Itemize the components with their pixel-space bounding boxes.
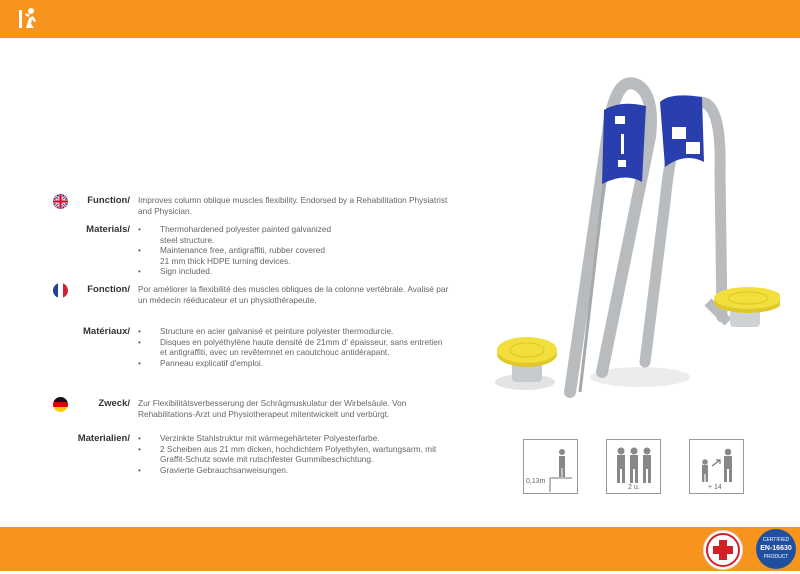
list-item: • Verzinkte Stahlstruktur mit wärmegehärteter Polyesterfarbe.: [138, 433, 438, 444]
pictogram-caption: + 14: [708, 484, 722, 491]
function-label-fr: Fonction/: [87, 284, 130, 295]
fall-height-icon: [524, 440, 577, 493]
pictogram-caption: 0,13m: [526, 478, 546, 485]
function-text-fr: Por améliorer la flexibilité des muscles obliques de la colonne vertébrale. Avalisé par un médecin rééducateur et un physiothérapeute.: [138, 284, 449, 305]
fall-height-pictogram: [523, 439, 578, 494]
users-pictogram: [606, 439, 661, 494]
red-cross-badge: [703, 530, 743, 570]
cert-line3: PRODUCT: [763, 554, 789, 560]
materials-label-fr: Matériaux/: [83, 326, 130, 337]
red-cross-icon: [704, 531, 742, 569]
germany-flag-icon: [53, 397, 68, 412]
list-item: • Maintenance free, antigraffiti, rubber covered 21 mm thick HDPE turning devices.: [138, 245, 333, 266]
function-text-en: Improves column oblique muscles flexibility. Endorsed by a Rehabilitation Physiatrist and Physician.: [138, 195, 448, 216]
uk-flag-icon: [53, 194, 68, 209]
cert-line1: CERTIFIED: [762, 537, 790, 543]
certification-badge: [756, 529, 796, 569]
function-text-de: Zur Flexibilitätsverbesserung der Schrägmuskulatur der Wirbelsäule. Von Rehabilitations-Arzt und Physiotherapeut mitentwickelt und verbürgt.: [138, 398, 407, 419]
age-pictogram: [689, 439, 744, 494]
list-item: • 2 Scheiben aus 21 mm dicken, hochdichtem Polyethylen, wartungsarm, mit Graffit-Schutz sowie mit rutschfester Gummibeschichtung.: [138, 444, 438, 465]
materials-label-en: Materials/: [86, 224, 130, 235]
function-label-en: Function/: [87, 195, 130, 206]
list-item: • Disques en polyéthylène haute densité de 21mm d' épaisseur, sans entretien et antigraffiti, avec un revêtemnet en caoutchouc antidérapant.: [138, 337, 448, 358]
footer-bar: [0, 527, 800, 571]
brand-logo-icon: [14, 4, 42, 32]
function-label-de: Zweck/: [98, 398, 130, 409]
materials-list-de: [138, 433, 438, 475]
list-item: • Structure en acier galvanisé et peinture polyester thermodurcie.: [138, 326, 448, 337]
product-illustration: [490, 72, 780, 402]
materials-list-en: [138, 224, 333, 277]
pictogram-caption: 2 u.: [628, 484, 640, 491]
france-flag-icon: [53, 283, 68, 298]
list-item: • Thermohardened polyester painted galvanized steel structure.: [138, 224, 333, 245]
materials-list-fr: [138, 326, 448, 368]
list-item: • Gravierte Gebrauchsanweisungen.: [138, 465, 438, 476]
list-item: • Sign included.: [138, 266, 333, 277]
cert-line2: EN-16630: [760, 545, 792, 552]
list-item: • Panneau explicatif d'emploi.: [138, 358, 448, 369]
header-bar: [0, 0, 800, 38]
materials-label-de: Materialien/: [77, 433, 130, 444]
